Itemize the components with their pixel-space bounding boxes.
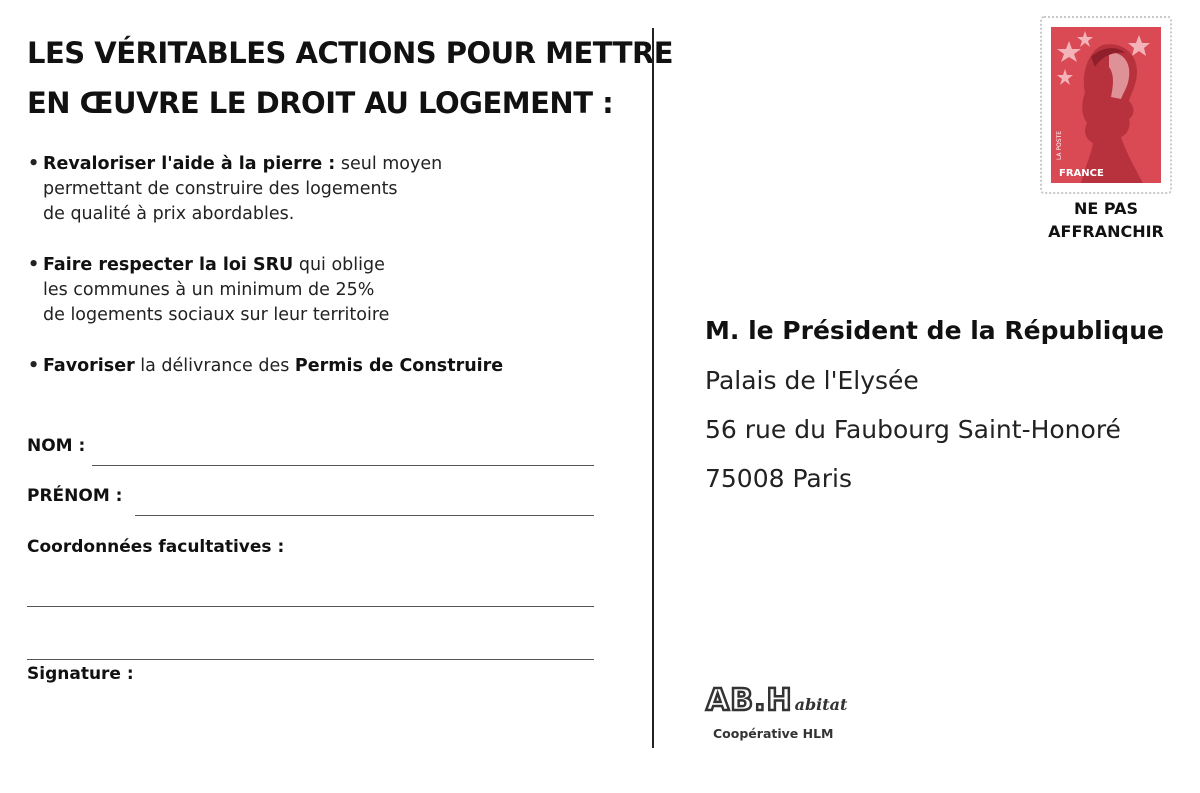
address-line-2: 56 rue du Faubourg Saint-Honoré xyxy=(705,415,1121,444)
action-text: la délivrance des xyxy=(134,356,295,376)
recipient-name: M. le Président de la République xyxy=(705,316,1164,345)
bullet-icon: • xyxy=(28,154,40,174)
action-list xyxy=(28,152,628,405)
address-line-3: 75008 Paris xyxy=(705,464,852,493)
card-divider xyxy=(652,28,654,748)
logo-subtitle: Coopérative HLM xyxy=(713,726,834,741)
list-item xyxy=(28,152,628,227)
coordonnees-field-2[interactable] xyxy=(27,659,594,660)
stamp-country-text: FRANCE xyxy=(1059,168,1104,179)
bullet-icon: • xyxy=(28,255,40,275)
nom-label: NOM : xyxy=(27,436,86,456)
action-title: Permis de Construire xyxy=(294,356,504,376)
stamp-poste-text: LA POSTE xyxy=(1056,130,1064,161)
action-title: Faire respecter la loi SRU xyxy=(43,255,294,275)
postage-note-line-1: NE PAS xyxy=(1073,199,1139,218)
coordonnees-field-1[interactable] xyxy=(27,606,594,607)
logo-wordmark: AB.H xyxy=(706,683,793,718)
prenom-field[interactable] xyxy=(135,515,594,516)
logo-italic-text: abitat xyxy=(794,695,848,714)
headline-line-2: EN ŒUVRE LE DROIT AU LOGEMENT : xyxy=(27,86,614,120)
prenom-label: PRÉNOM : xyxy=(27,486,123,506)
headline xyxy=(27,28,674,128)
postage-note-line-2: AFFRANCHIR xyxy=(1048,222,1164,241)
address-line-1: Palais de l'Elysée xyxy=(705,366,919,395)
bullet-icon: • xyxy=(28,356,40,376)
action-title: Favoriser xyxy=(43,356,135,376)
nom-field[interactable] xyxy=(92,465,594,466)
marianne-icon xyxy=(1051,27,1161,183)
action-title: Revaloriser l'aide à la pierre : xyxy=(43,154,336,174)
list-item xyxy=(28,354,628,379)
headline-line-1: LES VÉRITABLES ACTIONS POUR METTRE xyxy=(27,36,674,70)
action-text: qui oblige xyxy=(293,255,385,275)
postage-stamp xyxy=(1040,16,1172,194)
action-text: permettant de construire des logements xyxy=(43,179,398,199)
action-text: seul moyen xyxy=(335,154,443,174)
signature-label: Signature : xyxy=(27,664,134,684)
action-text: les communes à un minimum de 25% xyxy=(43,280,375,300)
postage-note xyxy=(1040,197,1172,243)
coordonnees-label: Coordonnées facultatives : xyxy=(27,537,285,557)
marianne-stamp-image xyxy=(1051,27,1161,183)
abh-habitat-logo xyxy=(706,683,856,741)
action-text: de qualité à prix abordables. xyxy=(43,204,295,224)
list-item xyxy=(28,253,628,328)
action-text: de logements sociaux sur leur territoire xyxy=(43,305,390,325)
